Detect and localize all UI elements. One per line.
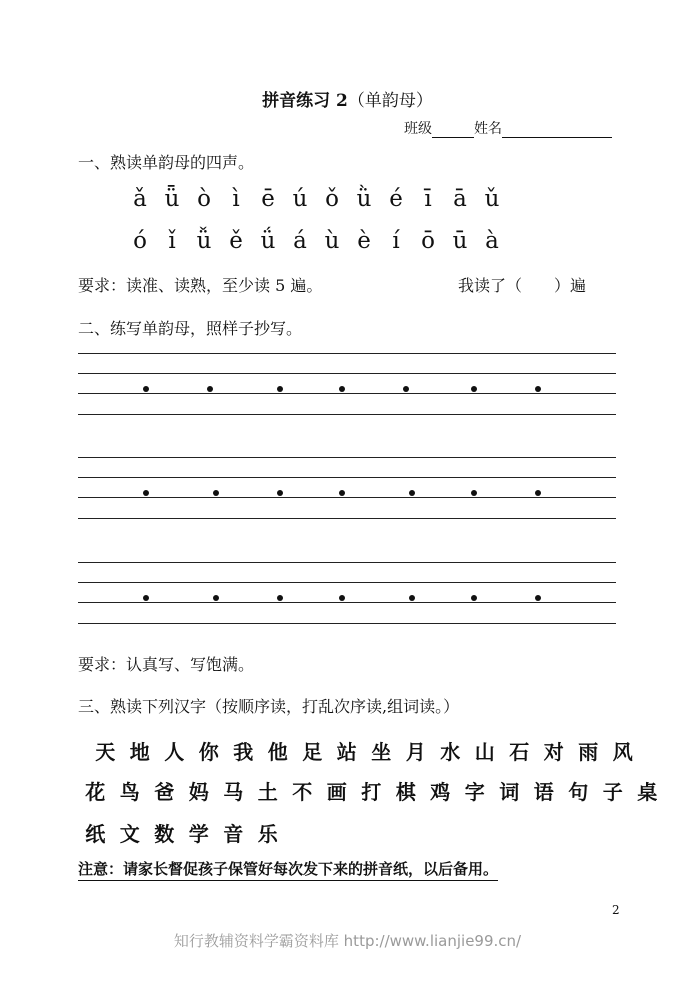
hanzi-char: 马 xyxy=(223,780,244,804)
name-blank[interactable] xyxy=(502,123,612,138)
hanzi-char: 水 xyxy=(440,740,461,764)
sample-dot xyxy=(143,386,149,392)
hanzi-char: 棋 xyxy=(395,780,416,804)
pinyin-syllable: ǐ xyxy=(168,228,176,254)
hanzi-char: 爸 xyxy=(154,780,175,804)
hanzi-char: 对 xyxy=(543,740,564,764)
class-blank[interactable] xyxy=(432,123,474,138)
hanzi-char: 字 xyxy=(464,780,485,804)
hanzi-char: 纸 xyxy=(85,822,106,846)
writing-line xyxy=(78,353,616,354)
sample-dot xyxy=(535,595,541,601)
section2-requirement: 要求：认真写、写饱满。 xyxy=(78,655,255,674)
hanzi-char: 我 xyxy=(233,740,254,764)
pinyin-syllable: à xyxy=(485,228,499,254)
hanzi-char: 人 xyxy=(164,740,185,764)
sample-dot xyxy=(471,490,477,496)
hanzi-char: 妈 xyxy=(188,780,209,804)
hanzi-row-2 xyxy=(78,776,665,805)
sample-dot xyxy=(409,490,415,496)
pinyin-syllable: ǖ xyxy=(164,186,180,212)
page-number: 2 xyxy=(612,903,620,917)
hanzi-char: 石 xyxy=(509,740,530,764)
pinyin-syllable: ù xyxy=(324,228,340,254)
writing-line xyxy=(78,623,616,624)
hanzi-char: 音 xyxy=(223,822,244,846)
sample-dot xyxy=(277,386,283,392)
hanzi-char: 乐 xyxy=(257,822,278,846)
pinyin-syllable: ǚ xyxy=(196,228,212,254)
pinyin-syllable: ī xyxy=(424,186,432,212)
writing-line xyxy=(78,518,616,519)
hanzi-char: 鸡 xyxy=(430,780,451,804)
sample-dot xyxy=(277,490,283,496)
hanzi-char: 鸟 xyxy=(119,780,140,804)
read-count-text: 我读了（ ）遍 xyxy=(458,276,587,295)
hanzi-char: 雨 xyxy=(578,740,599,764)
pinyin-syllable: ē xyxy=(261,186,275,212)
section3-heading: 三、熟读下列汉字（按顺序读，打乱次序读,组词读。） xyxy=(78,697,460,716)
pinyin-syllable: ì xyxy=(232,186,240,212)
section2-heading: 二、练写单韵母，照样子抄写。 xyxy=(78,319,303,338)
writing-line xyxy=(78,457,616,458)
parent-note: 注意：请家长督促孩子保管好每次发下来的拼音纸，以后备用。 xyxy=(78,858,498,881)
pinyin-syllable: é xyxy=(389,186,403,212)
pinyin-syllable: í xyxy=(392,228,400,254)
hanzi-char: 画 xyxy=(326,780,347,804)
section1-heading: 一、熟读单韵母的四声。 xyxy=(78,153,255,172)
hanzi-char: 山 xyxy=(474,740,495,764)
pinyin-syllable: ǔ xyxy=(484,186,500,212)
sample-dot xyxy=(339,595,345,601)
sample-dot xyxy=(143,595,149,601)
section1-requirement: 要求：读准、读熟，至少读 5 遍。 xyxy=(78,276,323,295)
hanzi-char: 文 xyxy=(119,822,140,846)
hanzi-char: 语 xyxy=(533,780,554,804)
sample-dot xyxy=(403,386,409,392)
hanzi-char: 月 xyxy=(405,740,426,764)
sample-dot xyxy=(277,595,283,601)
hanzi-char: 子 xyxy=(602,780,623,804)
hanzi-char: 他 xyxy=(267,740,288,764)
hanzi-char: 句 xyxy=(568,780,589,804)
name-label: 姓名 xyxy=(474,121,502,137)
hanzi-char: 桌 xyxy=(637,780,658,804)
pinyin-syllable: ó xyxy=(133,228,147,254)
class-label: 班级 xyxy=(404,121,432,137)
sample-dot xyxy=(471,386,477,392)
hanzi-row-1 xyxy=(88,736,640,765)
pinyin-syllable: è xyxy=(357,228,371,254)
title-main: 拼音练习 2 xyxy=(262,91,348,111)
hanzi-char: 足 xyxy=(302,740,323,764)
title-sub: （单韵母） xyxy=(347,91,433,111)
writing-line xyxy=(78,393,616,394)
sample-dot xyxy=(207,386,213,392)
hanzi-char: 打 xyxy=(361,780,382,804)
pinyin-syllable: ā xyxy=(453,186,467,212)
sample-dot xyxy=(213,490,219,496)
writing-line xyxy=(78,477,616,478)
writing-line xyxy=(78,582,616,583)
page-title xyxy=(0,86,695,111)
pinyin-syllable: ǎ xyxy=(133,186,147,212)
writing-line xyxy=(78,414,616,415)
hanzi-char: 花 xyxy=(85,780,106,804)
hanzi-char: 学 xyxy=(188,822,209,846)
hanzi-row-3 xyxy=(78,818,285,847)
writing-line xyxy=(78,497,616,498)
pinyin-row-1 xyxy=(124,186,508,212)
pinyin-syllable: ò xyxy=(197,186,211,212)
hanzi-char: 你 xyxy=(198,740,219,764)
sample-dot xyxy=(471,595,477,601)
pinyin-syllable: ǜ xyxy=(356,186,372,212)
sample-dot xyxy=(339,490,345,496)
pinyin-syllable: ě xyxy=(229,228,243,254)
sample-dot xyxy=(213,595,219,601)
hanzi-char: 词 xyxy=(499,780,520,804)
pinyin-syllable: ō xyxy=(421,228,435,254)
sample-dot xyxy=(143,490,149,496)
writing-line xyxy=(78,562,616,563)
hanzi-char: 土 xyxy=(257,780,278,804)
hanzi-char: 坐 xyxy=(371,740,392,764)
pinyin-row-2 xyxy=(124,228,508,254)
hanzi-char: 数 xyxy=(154,822,175,846)
pinyin-syllable: ú xyxy=(292,186,308,212)
sample-dot xyxy=(535,386,541,392)
sample-dot xyxy=(339,386,345,392)
sample-dot xyxy=(409,595,415,601)
hanzi-char: 地 xyxy=(129,740,150,764)
pinyin-syllable: ǘ xyxy=(260,228,276,254)
pinyin-syllable: ū xyxy=(452,228,468,254)
pinyin-syllable: á xyxy=(293,228,307,254)
pinyin-syllable: ǒ xyxy=(325,186,339,212)
hanzi-char: 天 xyxy=(95,740,116,764)
hanzi-char: 站 xyxy=(336,740,357,764)
sample-dot xyxy=(535,490,541,496)
writing-line xyxy=(78,373,616,374)
hanzi-char: 不 xyxy=(292,780,313,804)
watermark-text: 知行教辅资料学霸资料库 http://www.lianjie99.cn/ xyxy=(173,932,522,950)
hanzi-char: 风 xyxy=(612,740,633,764)
writing-line xyxy=(78,602,616,603)
class-name-row xyxy=(404,118,612,138)
